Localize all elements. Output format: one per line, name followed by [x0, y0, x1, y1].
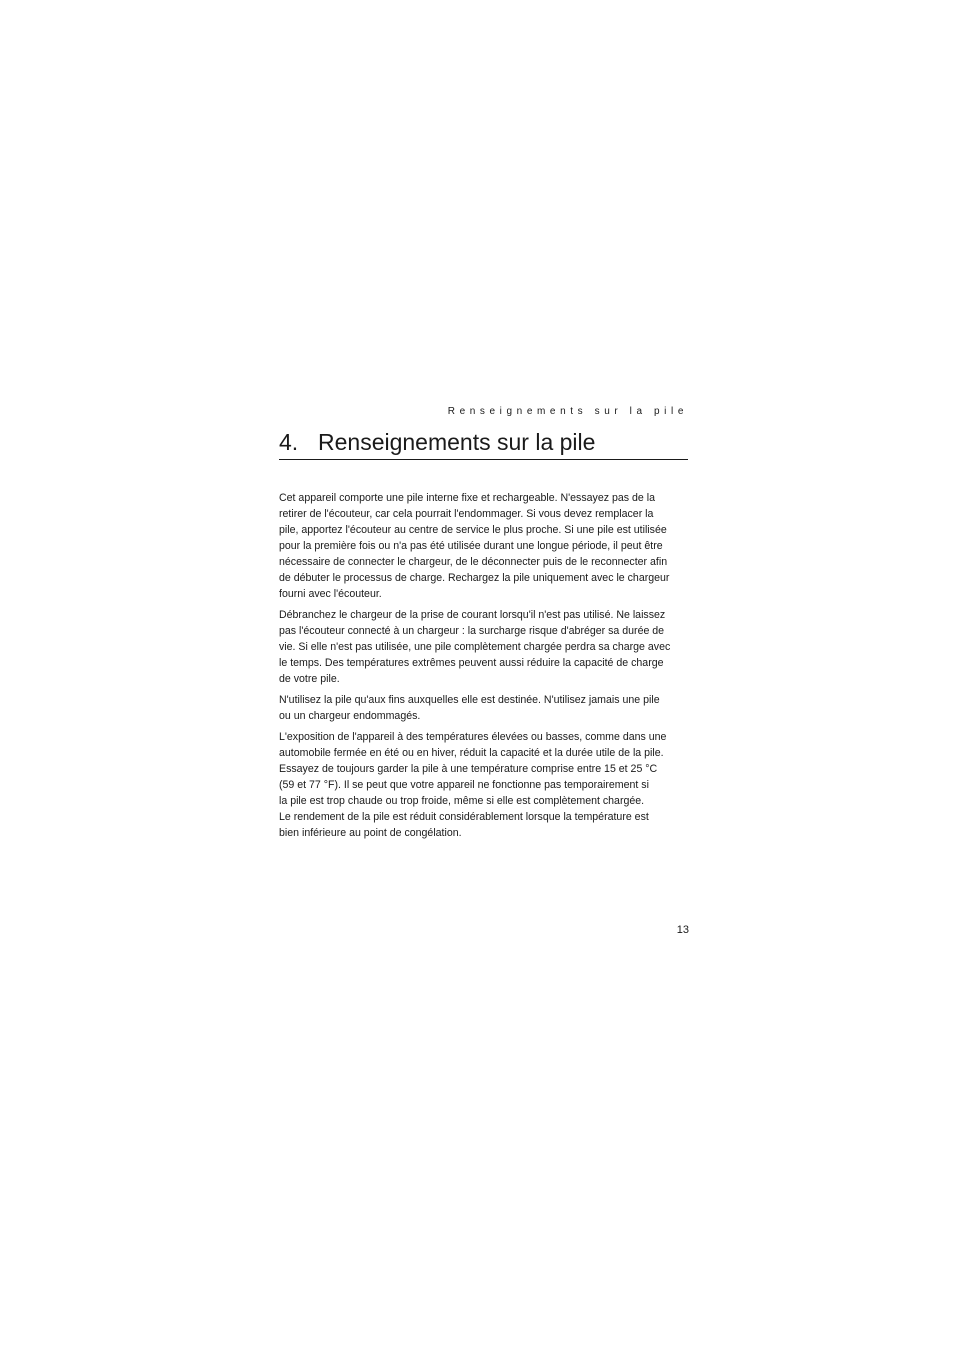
text-line: Le rendement de la pile est réduit considérablement lorsque la température est — [279, 811, 649, 823]
paragraph — [279, 490, 688, 602]
text-line: Cet appareil comporte une pile interne fixe et rechargeable. N'essayez pas de la — [279, 492, 655, 504]
text-line: fourni avec l'écouteur. — [279, 588, 382, 600]
text-line: Essayez de toujours garder la pile à une température comprise entre 15 et 25 °C — [279, 763, 658, 775]
text-line: pour la première fois ou n'a pas été utilisée durant une longue période, il peut être — [279, 540, 663, 552]
text-line: (59 et 77 °F). Il se peut que votre appareil ne fonctionne pas temporairement si — [279, 779, 649, 791]
paragraph — [279, 692, 688, 724]
running-header: Renseignements sur la pile — [447, 406, 688, 417]
paragraph — [279, 729, 688, 841]
text-line: retirer de l'écouteur, car cela pourrait l'endommager. Si vous devez remplacer la — [279, 508, 654, 520]
chapter-number: 4. — [279, 429, 299, 455]
text-line: de votre pile. — [279, 673, 340, 685]
paragraph — [279, 607, 688, 687]
text-line: ou un chargeur endommagés. — [279, 710, 421, 722]
text-line: pile, apportez l'écouteur au centre de service le plus proche. Si une pile est utilisée — [279, 524, 667, 536]
text-line: L'exposition de l'appareil à des températures élevées ou basses, comme dans une — [279, 731, 667, 743]
chapter-title: Renseignements sur la pile — [318, 429, 596, 455]
chapter-heading — [279, 427, 688, 460]
text-line: le temps. Des températures extrêmes peuvent aussi réduire la capacité de charge — [279, 657, 664, 669]
text-line: de débuter le processus de charge. Rechargez la pile uniquement avec le chargeur — [279, 572, 670, 584]
body-text — [279, 490, 688, 846]
text-line: bien inférieure au point de congélation. — [279, 827, 462, 839]
page-number: 13 — [676, 924, 689, 936]
text-line: pas l'écouteur connecté à un chargeur : la surcharge risque d'abréger sa durée de — [279, 625, 665, 637]
text-line: la pile est trop chaude ou trop froide, même si elle est complètement chargée. — [279, 795, 645, 807]
text-line: nécessaire de connecter le chargeur, de le déconnecter puis de le reconnecter afin — [279, 556, 668, 568]
text-line: N'utilisez la pile qu'aux fins auxquelles elle est destinée. N'utilisez jamais une pile — [279, 694, 660, 706]
text-line: vie. Si elle n'est pas utilisée, une pile complètement chargée perdra sa charge avec — [279, 641, 671, 653]
text-line: Débranchez le chargeur de la prise de courant lorsqu'il n'est pas utilisé. Ne laissez — [279, 609, 666, 621]
text-line: automobile fermée en été ou en hiver, réduit la capacité et la durée utile de la pile. — [279, 747, 664, 759]
